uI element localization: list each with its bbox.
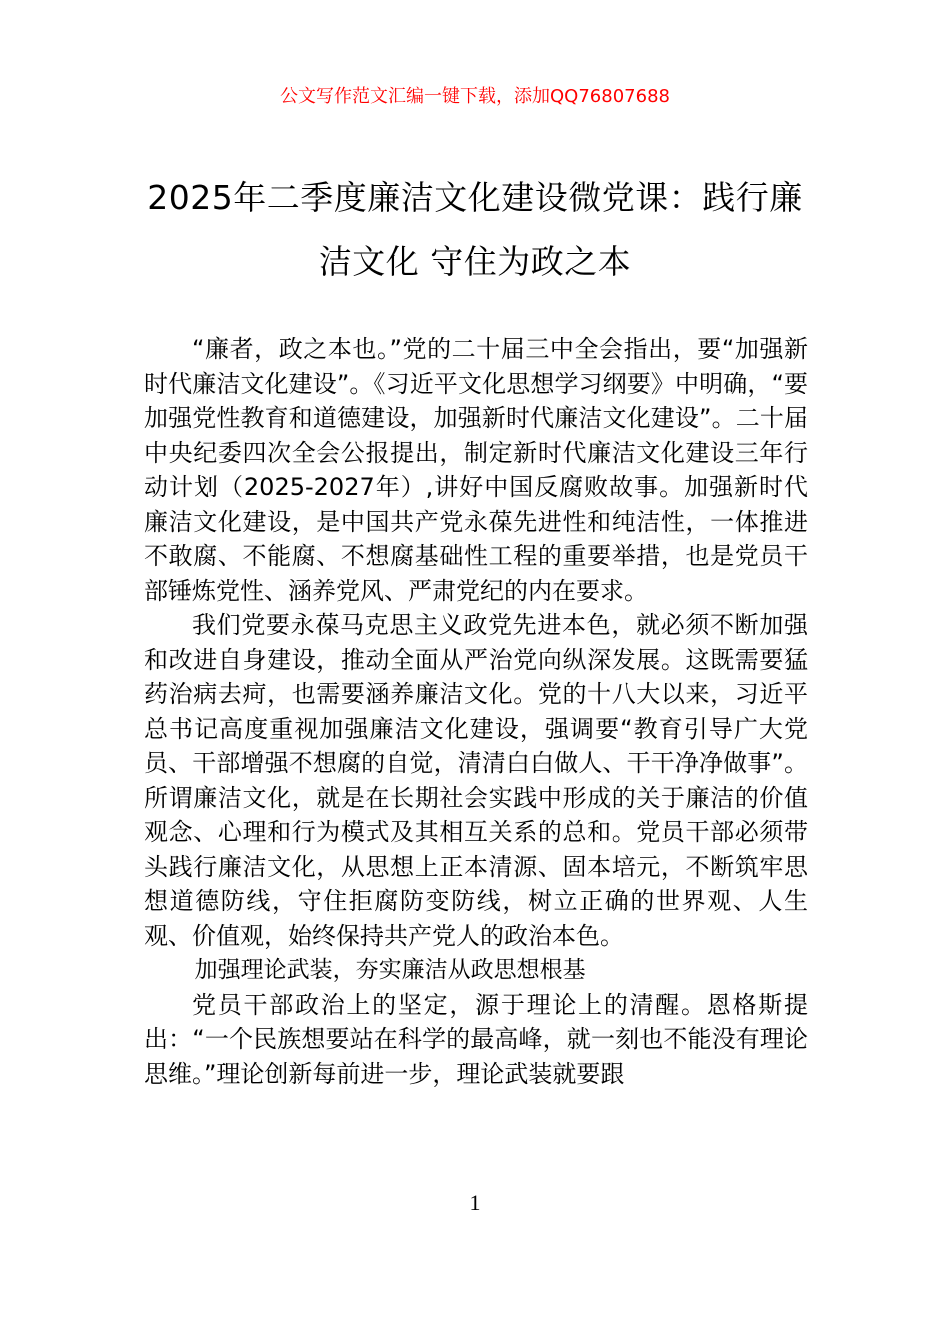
section-heading: 加强理论武装，夯实廉洁从政思想根基: [194, 957, 586, 983]
document-body: [144, 332, 808, 1091]
page-number: 1: [469, 1190, 481, 1215]
body-paragraph: “廉者，政之本也。”党的二十届三中全会指出，要“加强新时代廉洁文化建设”。《习近平文化思想学习纲要》中明确，“要加强党性教育和道德建设，加强新时代廉洁文化建设”。二十届中央纪委四次全会公报提出，制定新时代廉洁文化建设三年行动计划（2025-2027年）,讲好中国反腐败故事。加强新时代廉洁文化建设，是中国共产党永葆先进性和纯洁性，一体推进不敢腐、不能腐、不想腐基础性工程的重要举措，也是党员干部锤炼党性、涵养党风、严肃党纪的内在要求。: [144, 335, 808, 605]
promo-banner: 公文写作范文汇编一键下载，添加QQ76807688: [280, 86, 670, 107]
body-paragraph: 我们党要永葆马克思主义政党先进本色，就必须不断加强和改进自身建设，推动全面从严治党向纵深发展。这既需要猛药治病去疴，也需要涵养廉洁文化。党的十八大以来，习近平总书记高度重视加强廉洁文化建设，强调要“教育引导广大党员、干部增强不想腐的自觉，清清白白做人、干干净净做事”。所谓廉洁文化，就是在长期社会实践中形成的关于廉洁的价值观念、心理和行为模式及其相互关系的总和。党员干部必须带头践行廉洁文化，从思想上正本清源、固本培元，不断筑牢思想道德防线，守住拒腐防变防线，树立正确的世界观、人生观、价值观，始终保持共产党人的政治本色。: [144, 611, 808, 950]
page-title: 2025年二季度廉洁文化建设微党课：践行廉洁文化 守住为政之本: [147, 178, 803, 281]
body-paragraph: 党员干部政治上的坚定，源于理论上的清醒。恩格斯提出：“一个民族想要站在科学的最高峰，就一刻也不能没有理论思维。”理论创新每前进一步，理论武装就要跟: [144, 990, 808, 1088]
